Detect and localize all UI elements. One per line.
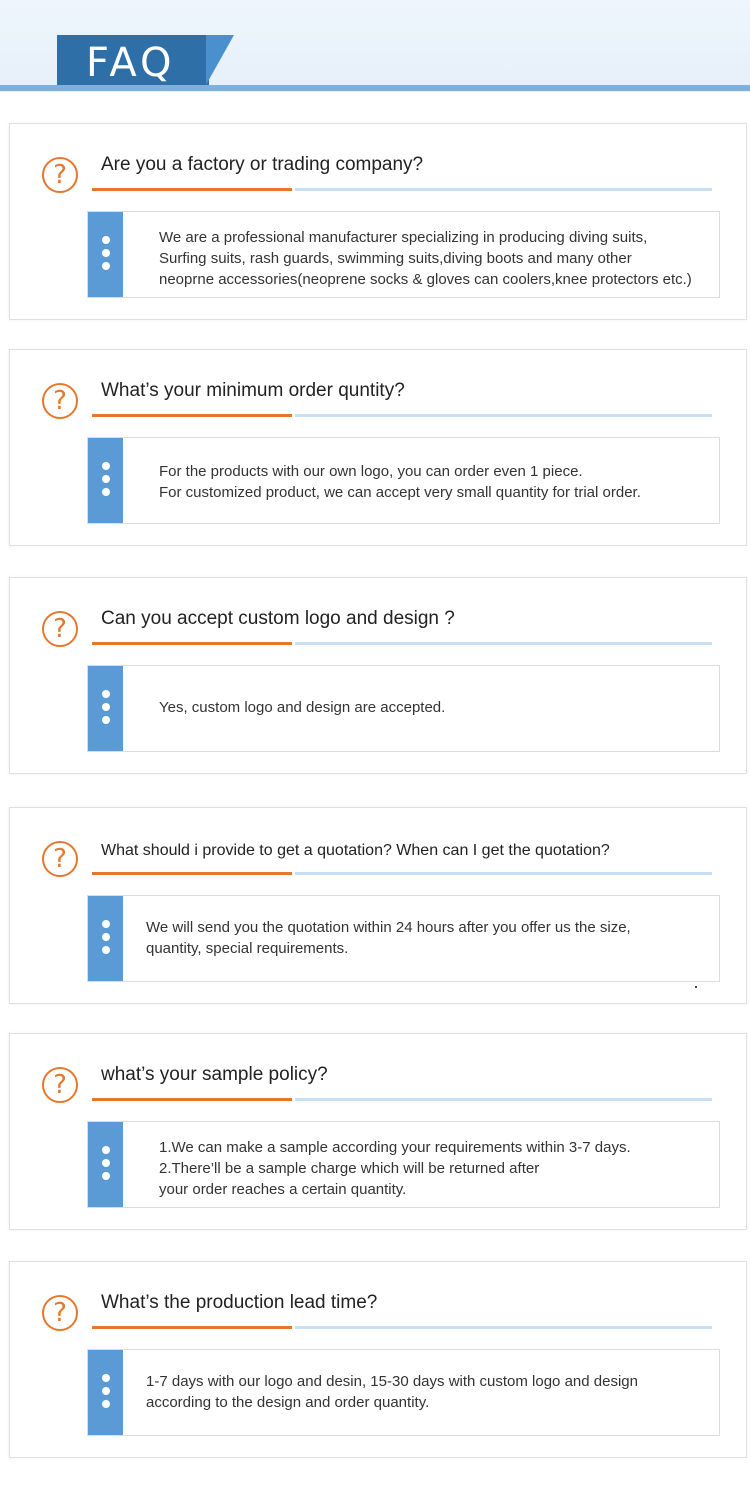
answer-bar — [88, 212, 123, 297]
answer-bar — [88, 666, 123, 751]
faq-question-5: what’s your sample policy? — [101, 1064, 328, 1085]
dot-icon — [102, 462, 110, 470]
dot-icon — [102, 946, 110, 954]
faq-question-1: Are you a factory or trading company? — [101, 154, 424, 175]
faq-question-2: What’s your minimum order quntity? — [101, 380, 405, 401]
answer-line: 1-7 days with our logo and desin, 15-30 days with custom logo and design — [146, 1373, 638, 1390]
dot-icon — [102, 703, 110, 711]
question-underline — [295, 1098, 712, 1101]
answer-line: neoprne accessories(neoprene socks & gloves can coolers,knee protectors etc.) — [159, 271, 692, 288]
faq-card-6 — [9, 1261, 747, 1458]
question-underline-accent — [92, 414, 292, 417]
dot-icon — [102, 475, 110, 483]
answer-line: Yes, custom logo and design are accepted. — [159, 699, 446, 716]
question-mark-icon: ? — [42, 383, 78, 419]
question-mark-icon: ? — [42, 1295, 78, 1331]
dot-icon — [102, 933, 110, 941]
stray-dot — [695, 986, 697, 988]
question-underline — [295, 414, 712, 417]
answer-line: We will send you the quotation within 24 hours after you offer us the size, — [146, 919, 631, 936]
faq-question-3: Can you accept custom logo and design ? — [101, 608, 455, 629]
dot-icon — [102, 488, 110, 496]
faq-answer-6 — [87, 1349, 720, 1436]
answer-text — [159, 227, 692, 290]
answer-text — [146, 917, 631, 959]
question-mark-icon: ? — [42, 157, 78, 193]
dot-icon — [102, 236, 110, 244]
dot-icon — [102, 262, 110, 270]
answer-line: 2.There’ll be a sample charge which will be returned after — [159, 1160, 540, 1177]
question-underline-accent — [92, 188, 292, 191]
answer-line: For customized product, we can accept very small quantity for trial order. — [159, 484, 641, 501]
faq-card-3 — [9, 577, 747, 774]
dot-icon — [102, 1172, 110, 1180]
faq-answer-1 — [87, 211, 720, 298]
answer-text — [159, 461, 641, 503]
answer-bar — [88, 1350, 123, 1435]
question-underline — [295, 872, 712, 875]
dot-icon — [102, 1400, 110, 1408]
faq-answer-2 — [87, 437, 720, 524]
faq-answer-3 — [87, 665, 720, 752]
faq-question-4: What should i provide to get a quotation? When can I get the quotation? — [101, 842, 610, 859]
question-underline — [295, 642, 712, 645]
answer-line: 1.We can make a sample according your requirements within 3-7 days. — [159, 1139, 631, 1156]
question-underline — [295, 188, 712, 191]
faq-title-tab-tail — [206, 35, 234, 85]
answer-text — [146, 1371, 638, 1413]
answer-line: your order reaches a certain quantity. — [159, 1181, 407, 1198]
answer-bar — [88, 896, 123, 981]
answer-text — [159, 1137, 631, 1200]
dot-icon — [102, 716, 110, 724]
faq-card-5 — [9, 1033, 747, 1230]
question-underline-accent — [92, 1326, 292, 1329]
question-underline-accent — [92, 642, 292, 645]
dot-icon — [102, 1387, 110, 1395]
answer-line: according to the design and order quantity. — [146, 1394, 430, 1411]
question-mark-icon: ? — [42, 1067, 78, 1103]
dot-icon — [102, 920, 110, 928]
dot-icon — [102, 1159, 110, 1167]
answer-line: We are a professional manufacturer specializing in producing diving suits, — [159, 229, 648, 246]
answer-line: quantity, special requirements. — [146, 940, 349, 957]
dot-icon — [102, 1374, 110, 1382]
faq-answer-5 — [87, 1121, 720, 1208]
page-title: FAQ — [86, 40, 176, 86]
dot-icon — [102, 690, 110, 698]
question-underline — [295, 1326, 712, 1329]
question-underline-accent — [92, 1098, 292, 1101]
answer-line: Surfing suits, rash guards, swimming suits,diving boots and many other — [159, 250, 632, 267]
answer-bar — [88, 1122, 123, 1207]
question-mark-icon: ? — [42, 841, 78, 877]
faq-answer-4 — [87, 895, 720, 982]
answer-line: For the products with our own logo, you can order even 1 piece. — [159, 463, 583, 480]
question-mark-icon: ? — [42, 611, 78, 647]
answer-text — [159, 697, 445, 718]
faq-card-4 — [9, 807, 747, 1004]
faq-card-2 — [9, 349, 747, 546]
question-underline-accent — [92, 872, 292, 875]
faq-question-6: What’s the production lead time? — [101, 1292, 378, 1313]
dot-icon — [102, 249, 110, 257]
faq-card-1 — [9, 123, 747, 320]
answer-bar — [88, 438, 123, 523]
dot-icon — [102, 1146, 110, 1154]
